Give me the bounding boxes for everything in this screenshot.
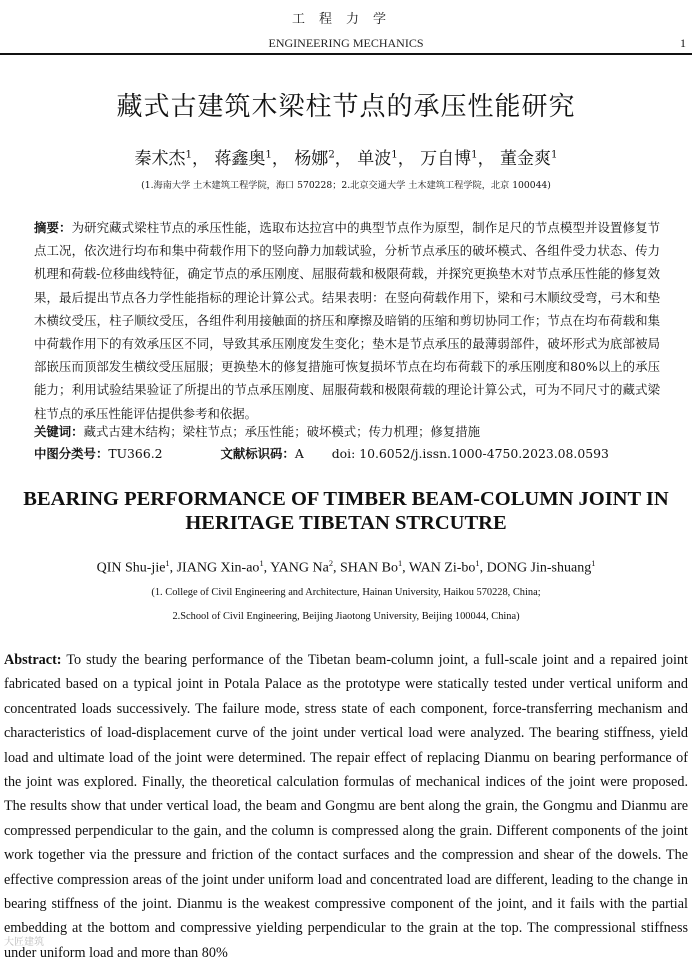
paper-title-en <box>0 487 692 535</box>
abstract-label-en: Abstract: <box>4 652 62 668</box>
affiliation-en-2: 2.School of Civil Engineering, Beijing Jiaotong University, Beijing 100044, China) <box>172 611 520 622</box>
author-affiliation-mark: 2 <box>328 149 335 161</box>
author-affiliation-mark: 1 <box>397 559 403 568</box>
affiliation-cn: (1.海南大学 土木建筑工程学院，海口 570228；2.北京交通大学 土木建筑工程学院，北京 100044) <box>141 180 551 191</box>
author-name: JIANG Xin-ao <box>176 560 260 576</box>
author-list-cn: 秦术杰$^1$， 蒋鑫奥$^1$， 杨娜$^2$， 单波$^1$， 万自博$^1$， 董金爽$^1$ <box>134 149 558 169</box>
author-name: 董金爽 <box>499 149 551 169</box>
author-name: 杨娜 <box>294 149 329 169</box>
author-name: 单波 <box>357 149 392 169</box>
author-affiliation-mark: 1 <box>185 149 193 161</box>
author-affiliation-mark: 2 <box>328 559 334 568</box>
author-affiliation-mark: 1 <box>550 149 558 161</box>
paper-title-en-line-2: HERITAGE TIBETAN STRCUTRE <box>185 512 507 534</box>
header-rule <box>0 53 692 55</box>
author-affiliation-mark: 1 <box>475 559 480 568</box>
author-name: 秦术杰 <box>134 149 186 169</box>
doc-code-label: 文献标识码： <box>220 446 295 461</box>
abstract-en <box>4 648 688 965</box>
abstract-cn <box>34 216 660 425</box>
abstract-text-en: To study the bearing performance of the Tibetan beam-column joint, a full-scale joint and a repaired joint fabricated based on a typical joint in Potala Palace as the prototype were statically tested under vertical uniform and concentrated loads successively. The failure mode, stress state of each component, force-transferring mechanism and characteristics of load-displacement curve of the joint under vertical load were analyzed. The bearing stiffness, yield load and ultimate load of the joint were determined. The repair effect of replacing Dianmu on bearing performance of the joint was explored. Finally, the theoretical calculation formulas of mechanical indices of the joint were proposed. The results show that under vertical load, the beam and Gongmu are bent along the grain, the Gongmu and Dianmu are compressed perpendicular to the gain, and the column is compressed along the grain. Different components of the joint work together via the pressure and friction of the contact surfaces and the compression and shear of the dowels. The effective compression areas of the joint under uniform load and concentrated load are different, leading to the change in bearing stiffness of the joint. Dianmu is the weakest compressive component of the joint, and it fails with the partial embedding at the bottom and compressive yielding perpendicular to the grain at the top. The compressional stiffness under uniform load and more than 80% <box>4 652 688 961</box>
page-number: 1 <box>680 36 686 50</box>
doc-code-value: A <box>294 446 304 461</box>
paper-title-cn: 藏式古建筑木梁柱节点的承压性能研究 <box>116 92 576 122</box>
journal-name-en: ENGINEERING MECHANICS <box>268 36 424 50</box>
doi: doi: 10.6052/j.issn.1000-4750.2023.08.0593 <box>331 446 609 461</box>
keywords-label-cn: 关键词： <box>34 424 84 439</box>
author-name: WAN Zi-bo <box>408 560 476 576</box>
author-name: 万自博 <box>420 149 472 169</box>
abstract-label-cn: 摘要： <box>34 220 72 235</box>
author-affiliation-mark: 1 <box>165 559 170 568</box>
author-name: SHAN Bo <box>340 560 398 576</box>
author-name: QIN Shu-jie <box>96 560 166 576</box>
watermark: 大匠建筑 <box>4 937 44 948</box>
author-name: YANG Na <box>270 560 329 576</box>
author-affiliation-mark: 1 <box>391 149 398 161</box>
keywords-cn <box>34 422 660 440</box>
classification-line <box>34 444 674 462</box>
journal-name-cn: 工程力学 <box>291 12 400 27</box>
author-name: 蒋鑫奥 <box>214 149 266 169</box>
author-affiliation-mark: 1 <box>259 559 264 568</box>
keywords-text-cn: 藏式古建木结构；梁柱节点；承压性能；破坏模式；传力机理；修复措施 <box>83 424 481 439</box>
paper-title-en-line-1: BEARING PERFORMANCE OF TIMBER BEAM-COLUMN JOINT IN <box>23 488 669 510</box>
clc-value: TU366.2 <box>108 446 163 461</box>
clc-label: 中图分类号： <box>34 446 109 461</box>
author-list-en: QIN Shu-jie$^1$, JIANG Xin-$ao^1$, YANG Na$^2$, SHAN Bo$^1$, WAN $Zi-bo^1$, DONG Jin-shuang$^1$ <box>96 559 596 576</box>
author-name: DONG Jin-shuang <box>486 560 592 576</box>
affiliation-en-1: (1. College of Civil Engineering and Architecture, Hainan University, Haikou 570228, China; <box>151 587 541 598</box>
author-affiliation-mark: 1 <box>265 149 272 161</box>
abstract-text-cn: 为研究藏式梁柱节点的承压性能，选取布达拉宫中的典型节点作为原型，制作足尺的节点模型并设置修复节点工况，依次进行均布和集中荷载作用下的竖向静力加载试验，分析节点承压的破坏模式、各组件受力状态、传力机理和荷载-位移曲线特征，确定节点的承压刚度、屈服荷载和极限荷载，并探究更换垫木对节点承压性能的修复效果，最后提出节点各力学性能指标的理论计算公式。结果表明：在竖向荷载作用下，梁和弓木顺纹受弯，弓木和垫木横纹受压，柱子顺纹受压，各组件利用接触面的挤压和摩擦及暗销的压缩和剪切协同工作；节点在均布荷载和集中荷载作用下的有效承压区不同，导致其承压刚度发生变化；垫木是节点承压的最薄弱部件，破坏形式为底部被局部嵌压而顶部发生横纹受压屈服；更换垫木的修复措施可恢复损坏节点在均布荷载下的承压刚度和80%以上的承压能力；利用试验结果验证了所提出的节点承压刚度、屈服荷载和极限荷载的理论计算公式，可为不同尺寸的藏式梁柱节点的承压性能评估提供参考和依据。 <box>34 220 661 421</box>
author-affiliation-mark: 1 <box>591 559 596 568</box>
author-affiliation-mark: 1 <box>471 149 478 161</box>
